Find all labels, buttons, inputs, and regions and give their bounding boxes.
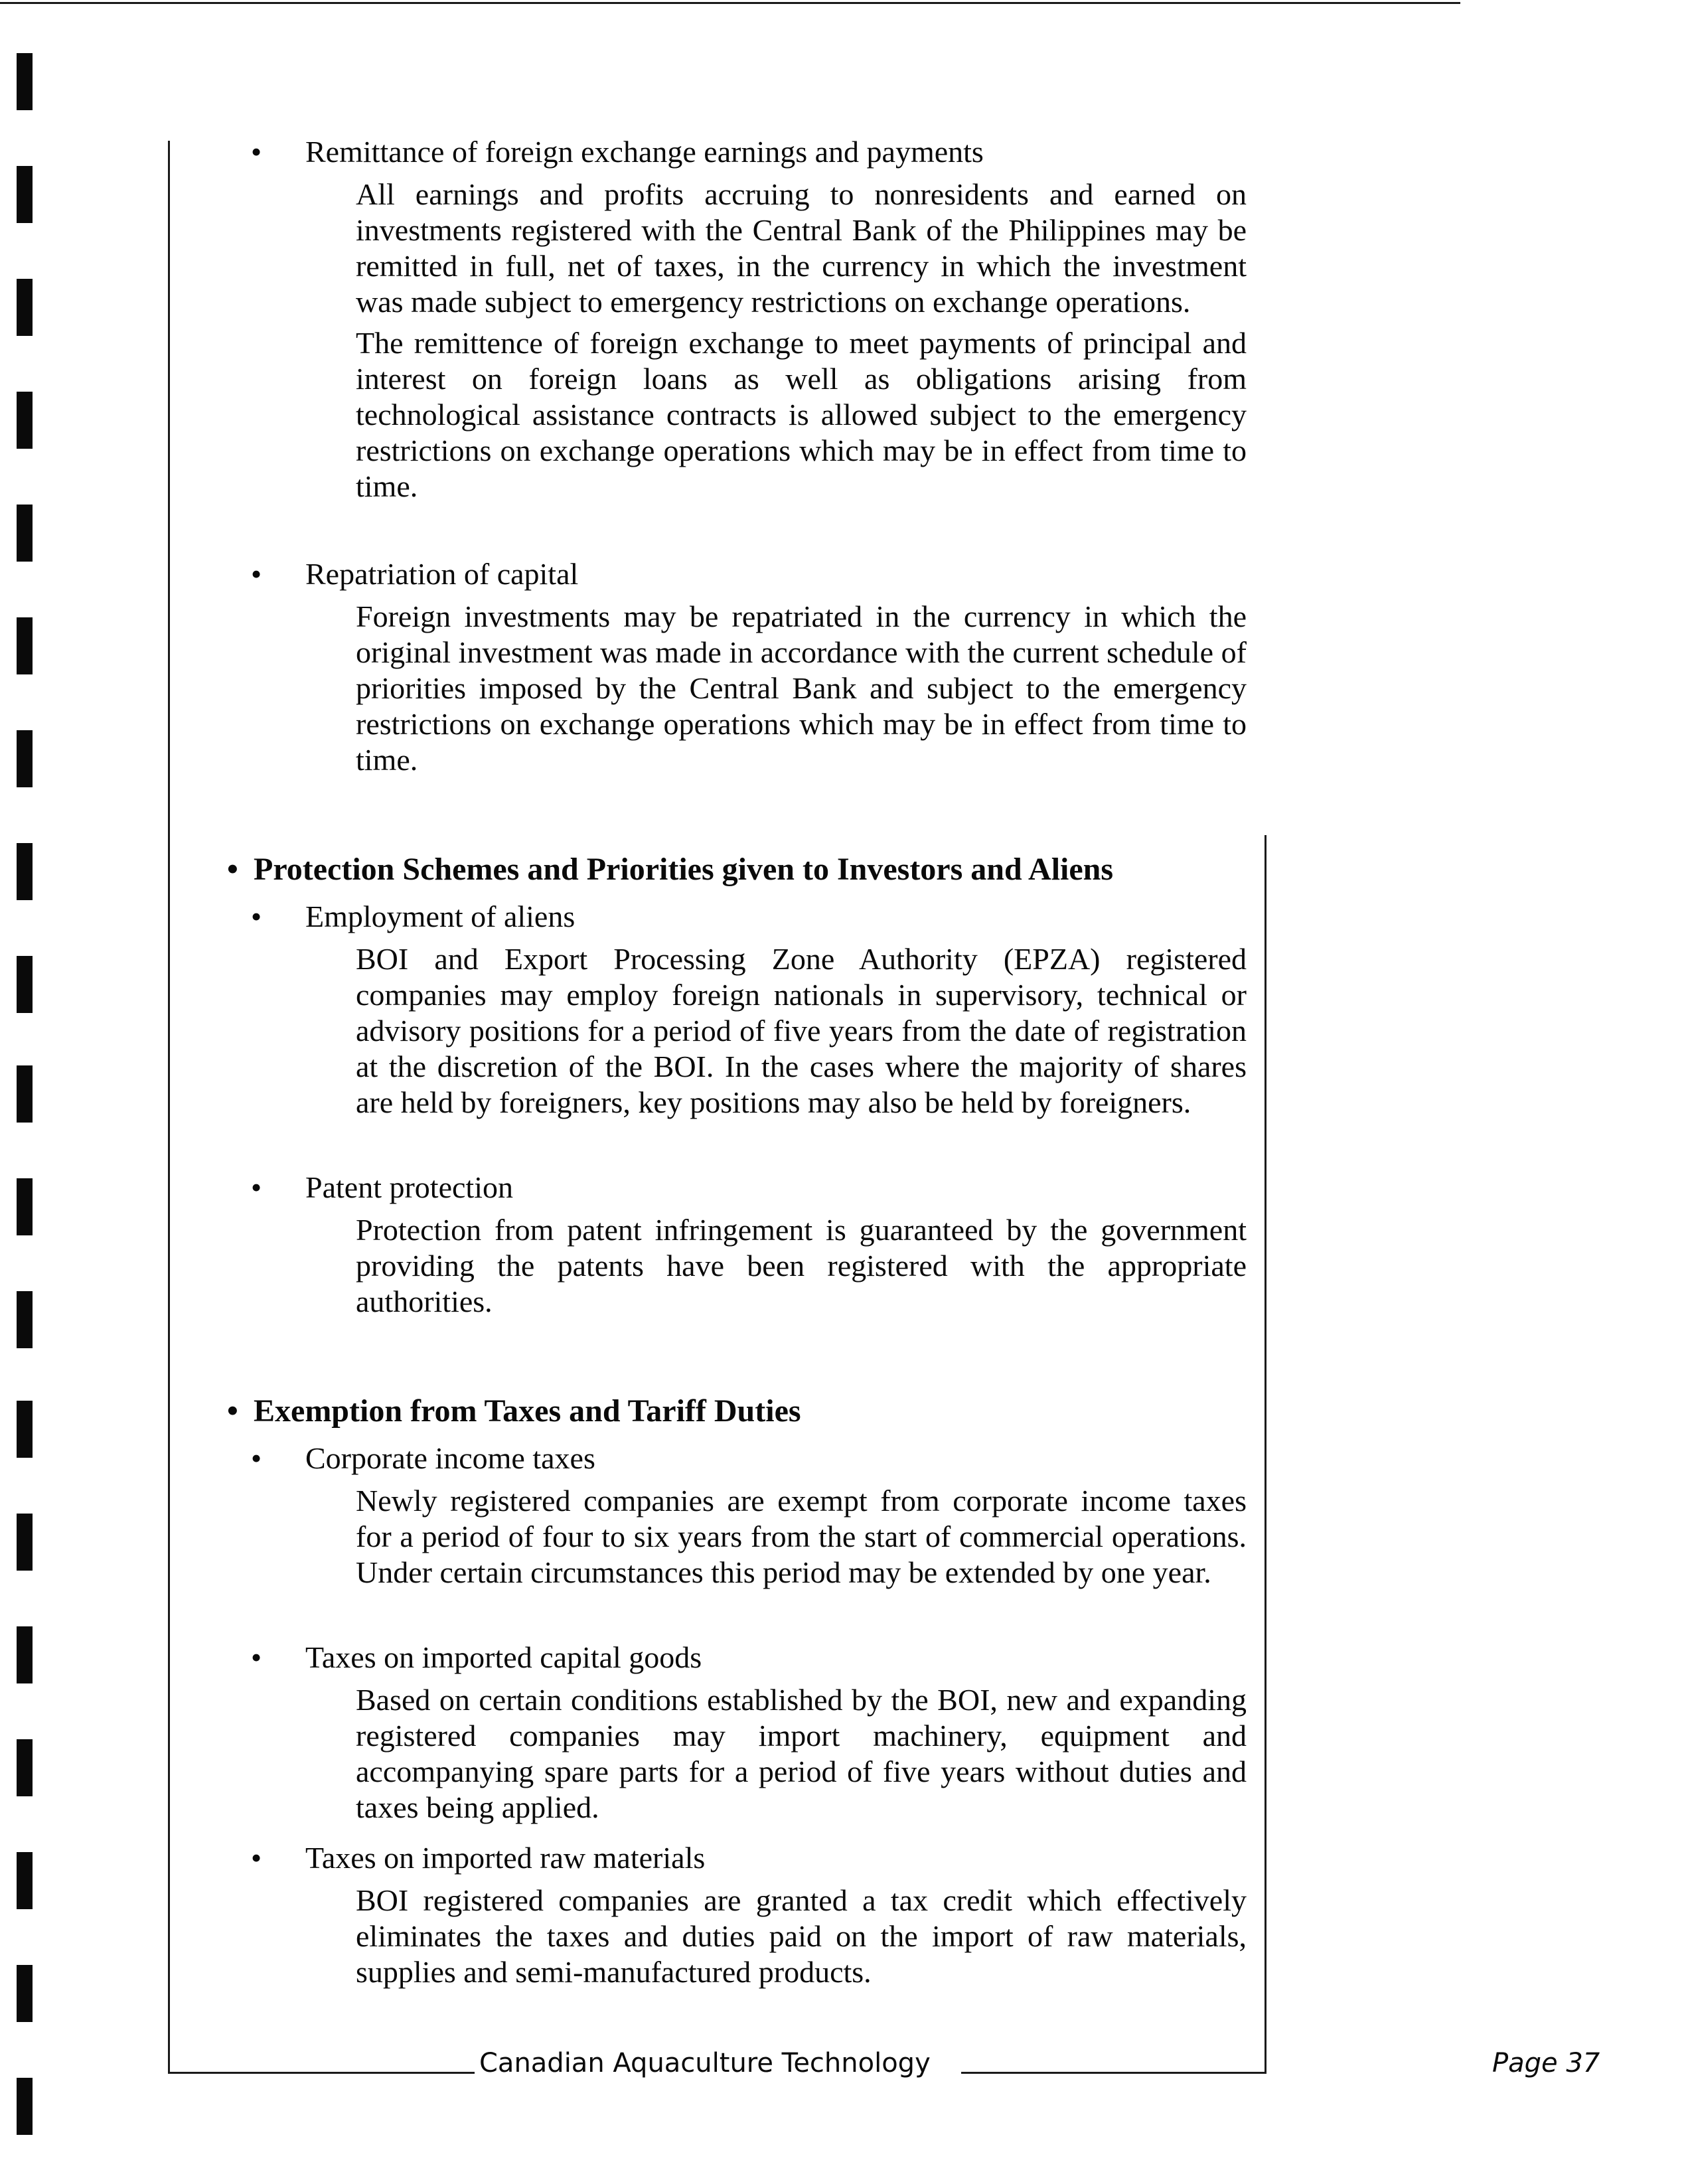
binding-mark	[17, 1401, 33, 1458]
binding-mark	[17, 505, 33, 562]
footer-rule-right	[961, 2072, 1266, 2074]
binding-mark	[17, 392, 33, 449]
item-heading: Patent protection	[305, 1170, 513, 1204]
bullet: •	[251, 1441, 262, 1475]
section-heading	[227, 1393, 1263, 1430]
section-heading-text: Exemption from Taxes and Tariff Duties	[254, 1393, 801, 1429]
binding-mark	[17, 956, 33, 1013]
top-rule	[0, 2, 1460, 4]
paragraph: Protection from patent infringement is guaranteed by the government providing the patents have been registered with the appropriate authorities.	[356, 1213, 1247, 1318]
paragraph: Foreign investments may be repatriated in the currency in which the original investment was made in accordance with the current schedule of priorities imposed by the Central Bank and subject to the emergency restrictions on exchange operations which may be in effect from time to time.	[356, 599, 1247, 777]
binding-mark	[17, 843, 33, 900]
paragraph: The remittence of foreign exchange to meet payments of principal and interest on foreign loans as well as obligations arising from technological assistance contracts is allowed subject to the emergency restrictions on exchange operations which may be in effect from time to time.	[356, 326, 1247, 503]
binding-mark	[17, 53, 33, 110]
item-heading: Remittance of foreign exchange earnings and payments	[305, 135, 984, 169]
frame-right-rule	[1265, 835, 1266, 2074]
list-item	[251, 1640, 1247, 1826]
list-item	[251, 1441, 1247, 1591]
paragraph: BOI and Export Processing Zone Authority (EPZA) registered companies may employ foreign nationals in supervisory, technical or advisory positions for a period of five years from the date of registration at the discretion of the BOI. In the cases where the majority of shares are held by foreigners, key positions may also be held by foreigners.	[356, 942, 1247, 1119]
binding-mark	[17, 1291, 33, 1348]
item-heading: Repatriation of capital	[305, 557, 579, 591]
footer-rule-left	[168, 2072, 475, 2074]
paragraph: Based on certain conditions established by the BOI, new and expanding registered companies may import machinery, equipment and accompanying spare parts for a period of five years without duties and taxes being applied.	[356, 1683, 1247, 1824]
bullet: •	[227, 1393, 238, 1429]
binding-mark	[17, 1065, 33, 1123]
item-heading: Employment of aliens	[305, 899, 575, 933]
section-heading	[227, 851, 1263, 888]
binding-mark	[17, 1852, 33, 1909]
binding-mark	[17, 1514, 33, 1571]
binding-mark	[17, 1739, 33, 1796]
binding-mark	[17, 1626, 33, 1683]
paragraph: All earnings and profits accruing to nonresidents and earned on investments registered with the Central Bank of the Philippines may be remitted in full, net of taxes, in the currency in which the investment was made subject to emergency restrictions on exchange operations.	[356, 177, 1247, 319]
list-item	[251, 134, 1247, 505]
footer-title: Canadian Aquaculture Technology	[479, 2048, 931, 2078]
list-item	[251, 556, 1247, 778]
binding-mark	[17, 279, 33, 336]
list-item	[251, 1840, 1247, 1990]
item-heading: Taxes on imported capital goods	[305, 1640, 702, 1674]
bullet: •	[251, 1170, 262, 1204]
bullet: •	[251, 899, 262, 933]
binding-mark	[17, 730, 33, 787]
binding-mark	[17, 1965, 33, 2022]
bullet: •	[251, 1841, 262, 1875]
binding-mark	[17, 617, 33, 674]
bullet: •	[251, 135, 262, 169]
page-number: Page 37	[1492, 2048, 1600, 2078]
bullet: •	[251, 1640, 262, 1674]
binding-mark	[17, 166, 33, 223]
bullet: •	[227, 852, 238, 887]
item-heading: Taxes on imported raw materials	[305, 1841, 706, 1875]
binding-mark	[17, 2078, 33, 2135]
list-item	[251, 899, 1247, 1121]
section-heading-text: Protection Schemes and Priorities given to Investors and Aliens	[254, 852, 1114, 887]
binding-mark	[17, 1178, 33, 1235]
paragraph: Newly registered companies are exempt from corporate income taxes for a period of four to six years from the start of commercial operations. Under certain circumstances this period may be extended by one year.	[356, 1484, 1247, 1589]
bullet: •	[251, 557, 262, 591]
item-heading: Corporate income taxes	[305, 1441, 595, 1475]
list-item	[251, 1170, 1247, 1320]
paragraph: BOI registered companies are granted a tax credit which effectively eliminates the taxes and duties paid on the import of raw materials, supplies and semi-manufactured products.	[356, 1883, 1247, 1989]
frame-left-rule	[168, 141, 170, 2074]
